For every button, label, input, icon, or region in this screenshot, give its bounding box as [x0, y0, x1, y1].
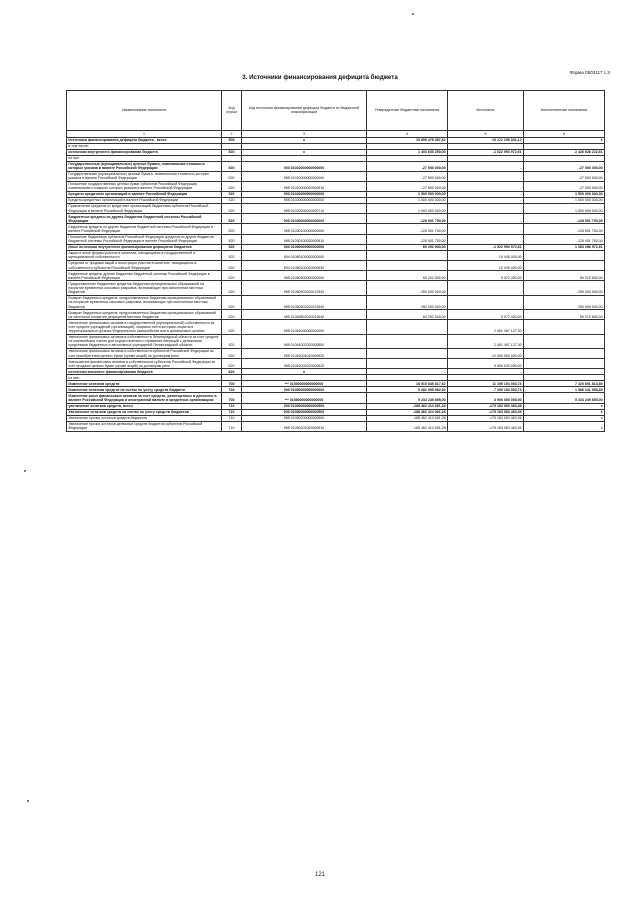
- row-source-code: 985 01060502020012540: [242, 281, 367, 295]
- row-approved: -27 500 000,00: [367, 161, 448, 171]
- row-executed: -: [448, 192, 524, 198]
- page-number: 121: [314, 872, 325, 878]
- row-line-code: 520: [222, 161, 242, 171]
- header-executed: Исполнено: [448, 91, 524, 131]
- column-number: 3: [242, 130, 367, 137]
- row-line-code: 520: [222, 295, 242, 309]
- row-source-code: x: [242, 369, 367, 375]
- row-unexecuted: 1 083 286 972,61: [524, 244, 605, 250]
- row-unexecuted: 55 219 600,00: [524, 271, 605, 281]
- row-line-code: 520: [222, 334, 242, 348]
- row-source-code: 985 01050200000000500: [242, 415, 367, 421]
- row-source-code: 000 01050000000000000: [242, 387, 367, 393]
- row-approved: -128 901 750,00: [367, 234, 448, 244]
- row-source-code: 000 01030000000000000: [242, 214, 367, 224]
- row-line-code: 700: [222, 381, 242, 387]
- row-executed: 3 900 000 000,00: [448, 393, 524, 403]
- row-executed: 11 195 154 003,73: [448, 381, 524, 387]
- row-executed: -: [448, 171, 524, 181]
- row-name: Акции и иные формы участия в капитале, находящиеся в государственной и муниципальной собственности: [67, 250, 222, 260]
- row-unexecuted: 250 000 000,00: [524, 295, 605, 309]
- row-name: Уменьшение финансовых активов в собственности субъектов Российской Федерации за счет продажи ценных бумаг (кроме акций) по договорам репо: [67, 359, 222, 369]
- row-unexecuted: -: [524, 369, 605, 375]
- table-row: [67, 421, 605, 431]
- row-source-code: x: [242, 149, 367, 155]
- row-approved: 1 403 630 250,00: [367, 149, 448, 155]
- row-source-code: 000 01020000000000000: [242, 192, 367, 198]
- row-source-code: 985 01061004020000620: [242, 359, 367, 369]
- table-row: [67, 310, 605, 320]
- row-unexecuted: -: [524, 320, 605, 334]
- row-unexecuted: -27 500 000,00: [524, 161, 605, 171]
- table-row: [67, 260, 605, 270]
- row-name: источники внутреннего финансирования бюджета: [67, 149, 222, 155]
- table-row: [67, 281, 605, 295]
- row-name: Государственные (муниципальные) ценные бумаги, номинальная стоимость которых указана в валюте Российской Федерации: [67, 161, 222, 171]
- row-line-code: 710: [222, 403, 242, 409]
- row-executed: 5 072 400,00: [448, 271, 524, 281]
- row-source-code: 985 01060500000000000: [242, 271, 367, 281]
- row-name: Бюджетные кредиты другим бюджетам бюджетной системы Российской Федерации в валюте Российской Федерации: [67, 271, 222, 281]
- row-name: Бюджетные кредиты из других бюджетов бюджетной системы Российской Федерации в валюте Российской Федерации: [67, 224, 222, 234]
- row-line-code: 520: [222, 171, 242, 181]
- row-line-code: 700: [222, 393, 242, 403]
- row-line-code: 520: [222, 244, 242, 250]
- table-row: [67, 271, 605, 281]
- row-approved: -: [367, 250, 448, 260]
- row-source-code: 894 01060100000000000: [242, 250, 367, 260]
- row-line-code: 520: [222, 250, 242, 260]
- row-executed: -175 163 063 463,36: [448, 421, 524, 431]
- row-executed: -175 163 063 463,36: [448, 409, 524, 415]
- table-row: [67, 295, 605, 309]
- row-source-code: 985 01010000000000000: [242, 171, 367, 181]
- column-number: 6: [524, 130, 605, 137]
- row-source-code: 000 01010000000000000: [242, 161, 367, 171]
- row-line-code: 520: [222, 204, 242, 214]
- row-approved: -250 000 000,00: [367, 281, 448, 295]
- table-row: [67, 181, 605, 191]
- row-executed: 2 061 467 127,30: [448, 334, 524, 348]
- row-name: Увеличение остатков средств на счетах по учету средств бюджетов: [67, 409, 222, 415]
- row-line-code: 520: [222, 260, 242, 270]
- table-row: [67, 334, 605, 348]
- row-source-code: 985 01060502020012640: [242, 295, 367, 309]
- row-name: Изменение остатков средств на счетах по учету средств бюджета: [67, 387, 222, 393]
- page-title: 3. Источники финансирования дефицита бюджета: [242, 74, 398, 81]
- row-name: Источники финансирования дефицита бюджета - всего: [67, 137, 222, 143]
- row-approved: -188 462 414 061,28: [367, 421, 448, 431]
- scan-speck: [27, 800, 29, 802]
- row-unexecuted: -250 000 000,00: [524, 281, 605, 295]
- column-number: 5: [448, 130, 524, 137]
- row-executed: -1 022 994 972,61: [448, 244, 524, 250]
- row-executed: -175 163 063 463,36: [448, 403, 524, 409]
- financing-sources-table: [66, 90, 605, 432]
- row-source-code: 985 01030100000000000: [242, 224, 367, 234]
- table-row: [67, 214, 605, 224]
- row-unexecuted: 7 320 691 813,89: [524, 381, 605, 387]
- row-source-code: 985 01010000020000810: [242, 181, 367, 191]
- row-approved: -: [367, 359, 448, 369]
- row-approved: 1 500 000 000,00: [367, 192, 448, 198]
- row-unexecuted: x: [524, 421, 605, 431]
- row-executed: -: [448, 224, 524, 234]
- form-code: Форма 0503117 с.3: [569, 70, 610, 75]
- row-name: Возврат бюджетных кредитов, предоставленных бюджетам муниципальных образований на покрытие временных кассовых разрывов, возникающих при исполнении местных бюджетов: [67, 295, 222, 309]
- row-line-code: 520: [222, 349, 242, 359]
- row-line-code: 520: [222, 181, 242, 191]
- row-unexecuted: 1 986 241 958,89: [524, 387, 605, 393]
- row-source-code: 894 01060100020000630: [242, 260, 367, 270]
- row-line-code: 700: [222, 387, 242, 393]
- row-approved: 1 500 000 000,00: [367, 204, 448, 214]
- row-approved: 60 292 000,00: [367, 310, 448, 320]
- row-unexecuted: -128 901 750,00: [524, 214, 605, 224]
- row-approved: -128 901 750,00: [367, 214, 448, 224]
- row-approved: 18 515 845 817,62: [367, 381, 448, 387]
- row-executed: -: [448, 369, 524, 375]
- row-source-code: x: [242, 137, 367, 143]
- row-approved: -: [367, 334, 448, 348]
- row-approved: 1 500 000 000,00: [367, 198, 448, 204]
- column-number: 2: [222, 130, 242, 137]
- row-name: Средства от продажи акций и иных форм участия в капитале, находящихся в собственности субъектов Российской Федерации: [67, 260, 222, 270]
- row-executed: -: [448, 214, 524, 224]
- row-executed: 10 445 000,00: [448, 260, 524, 270]
- row-unexecuted: 55 219 600,00: [524, 310, 605, 320]
- row-name: Привлечение кредитов от кредитных организаций бюджетами субъектов Российской Федерации в валюте Российской Федерации: [67, 204, 222, 214]
- row-name: Изменение остатков средств: [67, 381, 222, 387]
- row-executed: 2 061 467 127,30: [448, 320, 524, 334]
- row-unexecuted: 1 500 000 000,00: [524, 198, 605, 204]
- row-name: Изменение иных финансовых активов за счет средств, размещенных в депозиты в валюте Российской Федерации и иностранной валюте в кредитных организациях: [67, 393, 222, 403]
- table-row: [67, 393, 605, 403]
- row-line-code: 520: [222, 234, 242, 244]
- table-row: [67, 349, 605, 359]
- table-header-row: [67, 91, 605, 131]
- row-line-code: 520: [222, 281, 242, 295]
- row-approved: -188 462 414 061,28: [367, 415, 448, 421]
- row-name: Государственные (муниципальные) ценные бумаги, номинальная стоимость которых указана в валюте Российской Федерации: [67, 171, 222, 181]
- row-unexecuted: 1 500 000 000,00: [524, 192, 605, 198]
- row-unexecuted: -: [524, 334, 605, 348]
- row-unexecuted: -128 901 750,00: [524, 224, 605, 234]
- row-source-code: 985 01020000020000710: [242, 204, 367, 214]
- row-unexecuted: 1 500 000 000,00: [524, 204, 605, 214]
- row-source-code: 985 01050201020000510: [242, 421, 367, 431]
- row-line-code: 500: [222, 137, 242, 143]
- row-approved: -188 462 414 061,28: [367, 403, 448, 409]
- row-approved: -: [367, 369, 448, 375]
- row-unexecuted: -128 901 750,00: [524, 234, 605, 244]
- row-name: в том числе:: [67, 143, 222, 149]
- row-executed: 10 172 159 031,12: [448, 137, 524, 143]
- table-row: [67, 224, 605, 234]
- row-executed: -: [448, 204, 524, 214]
- row-line-code: 520: [222, 310, 242, 320]
- row-source-code: 985 01030100020000810: [242, 234, 367, 244]
- row-source-code: 985 01061004020000520: [242, 349, 367, 359]
- row-line-code: 710: [222, 409, 242, 415]
- row-name: Возврат бюджетных кредитов, предоставленных бюджетам муниципальных образований на частичное покрытие дефицитов местных бюджетов: [67, 310, 222, 320]
- row-name: Увеличение финансовых активов в собственности субъектов Российской Федерации за счет приобретения ценных бумаг (кроме акций) по договорам репо: [67, 349, 222, 359]
- row-source-code: 000 01060000000000000: [242, 244, 367, 250]
- header-source-code: Код источника финансирования дефицита бюджета по бюджетной классификации: [242, 91, 367, 131]
- row-line-code: 520: [222, 224, 242, 234]
- header-approved: Утвержденные бюджетные назначения: [367, 91, 448, 131]
- row-line-code: 710: [222, 421, 242, 431]
- row-source-code: 000 01050000000000500: [242, 403, 367, 409]
- row-unexecuted: 5 334 249 855,00: [524, 393, 605, 403]
- row-source-code: 985 01020000000000000: [242, 198, 367, 204]
- row-source-code: *** 01060000000000000: [242, 393, 367, 403]
- row-approved: -: [367, 349, 448, 359]
- row-name: Кредиты кредитных организаций в валюте Российской Федерации: [67, 192, 222, 198]
- row-approved: -27 500 000,00: [367, 171, 448, 181]
- row-source-code: 985 01061000000000000: [242, 320, 367, 334]
- row-source-code: 985 01060502020011640: [242, 310, 367, 320]
- row-unexecuted: -27 500 000,00: [524, 171, 605, 181]
- row-line-code: 710: [222, 415, 242, 421]
- row-name: Увеличение прочих остатков денежных средств бюджетов субъектов Российской Федерации: [67, 421, 222, 431]
- row-approved: 9 281 395 962,62: [367, 387, 448, 393]
- row-name: увеличение остатков средств, всего: [67, 403, 222, 409]
- row-executed: 5 072 400,00: [448, 310, 524, 320]
- row-source-code: 000 01050000000000500: [242, 409, 367, 415]
- row-unexecuted: -: [524, 250, 605, 260]
- row-executed: -: [448, 295, 524, 309]
- row-line-code: 520: [222, 198, 242, 204]
- table-row: [67, 320, 605, 334]
- row-executed: 7 295 154 003,73: [448, 387, 524, 393]
- row-approved: -: [367, 320, 448, 334]
- row-line-code: 520: [222, 320, 242, 334]
- table-row: [67, 359, 605, 369]
- table-row: [67, 171, 605, 181]
- row-executed: -: [448, 181, 524, 191]
- row-approved: -188 462 414 061,28: [367, 409, 448, 415]
- row-name: Бюджетные кредиты из других бюджетов бюджетной системы Российской Федерации: [67, 214, 222, 224]
- scan-speck: [24, 470, 26, 472]
- row-executed: 10 445 000,00: [448, 250, 524, 260]
- row-line-code: 520: [222, 192, 242, 198]
- header-line-code: Код строки: [222, 91, 242, 131]
- row-unexecuted: x: [524, 409, 605, 415]
- row-line-code: 520: [222, 359, 242, 369]
- row-approved: 60 292 000,00: [367, 271, 448, 281]
- row-unexecuted: x: [524, 415, 605, 421]
- row-unexecuted: -27 500 000,00: [524, 181, 605, 191]
- row-executed: -: [448, 161, 524, 171]
- row-unexecuted: -: [524, 359, 605, 369]
- row-name: из них:: [67, 155, 222, 161]
- row-unexecuted: -: [524, 349, 605, 359]
- row-unexecuted: -: [524, 260, 605, 270]
- table-row: [67, 204, 605, 214]
- row-unexecuted: x: [524, 137, 605, 143]
- row-source-code: 985 01061002020000550: [242, 334, 367, 348]
- row-executed: -: [448, 234, 524, 244]
- row-name: Увеличение финансовых активов в государственной (муниципальной) собственности за счет средств учреждений (организаций), лицевые счета которым открыты в территориальных органах Федерального казначейства или в финансовых органах: [67, 320, 222, 334]
- row-line-code: 620: [222, 369, 242, 375]
- row-approved: -128 901 750,00: [367, 224, 448, 234]
- row-executed: -12 900 000 000,00: [448, 349, 524, 359]
- row-name: Увеличение финансовых активов в собственности Ленинградской области за счет средств на казначейских счетах для осуществления и отражения операций с денежными средствами бюджетных и автономных учреждений Ленинградской области: [67, 334, 222, 348]
- table-row: [67, 250, 605, 260]
- column-number-row: [67, 130, 605, 137]
- row-unexecuted: 2 426 626 222,61: [524, 149, 605, 155]
- row-name: Иные источники внутреннего финансирования дефицитов бюджетов: [67, 244, 222, 250]
- row-name: Кредиты кредитных организаций в валюте Российской Федерации: [67, 198, 222, 204]
- row-executed: -175 163 063 463,36: [448, 415, 524, 421]
- table-row: [67, 234, 605, 244]
- row-executed: -1 022 994 972,61: [448, 149, 524, 155]
- table-row: [67, 161, 605, 171]
- row-unexecuted: x: [524, 403, 605, 409]
- row-approved: 9 234 249 855,00: [367, 393, 448, 403]
- row-line-code: 520: [222, 214, 242, 224]
- row-name: Погашение бюджетами субъектов Российской Федерации кредитов из других бюджетов бюджетной системы Российской Федерации в валюте Российской Федерации: [67, 234, 222, 244]
- column-number: 4: [367, 130, 448, 137]
- row-name: из них:: [67, 375, 222, 381]
- row-source-code: *** 01000000000000000: [242, 381, 367, 387]
- row-name: источники внешнего финансирования бюджета: [67, 369, 222, 375]
- row-approved: 60 292 000,00: [367, 244, 448, 250]
- row-approved: -27 500 000,00: [367, 181, 448, 191]
- row-executed: 9 800 033 000,00: [448, 359, 524, 369]
- row-executed: -: [448, 198, 524, 204]
- row-line-code: 520: [222, 149, 242, 155]
- row-executed: -: [448, 281, 524, 295]
- row-name: Предоставление бюджетных кредитов бюджетам муниципальных образований на покрытие временных кассовых разрывов, возникающих при исполнении местных бюджетов: [67, 281, 222, 295]
- row-name: Погашение государственных ценных бумаг субъектов Российской Федерации, номинальная стоимость которых указана в валюте Российской Федерации: [67, 181, 222, 191]
- header-indicator-name: Наименование показателя: [67, 91, 222, 131]
- row-approved: -: [367, 260, 448, 270]
- row-approved: 19 899 476 387,62: [367, 137, 448, 143]
- row-approved: 250 000 000,00: [367, 295, 448, 309]
- row-name: Увеличение прочих остатков средств бюджетов: [67, 415, 222, 421]
- column-number: 1: [67, 130, 222, 137]
- header-unexecuted: Неисполненные назначения: [524, 91, 605, 131]
- table-body: [67, 137, 605, 431]
- row-line-code: 520: [222, 271, 242, 281]
- scan-speck: [412, 13, 414, 15]
